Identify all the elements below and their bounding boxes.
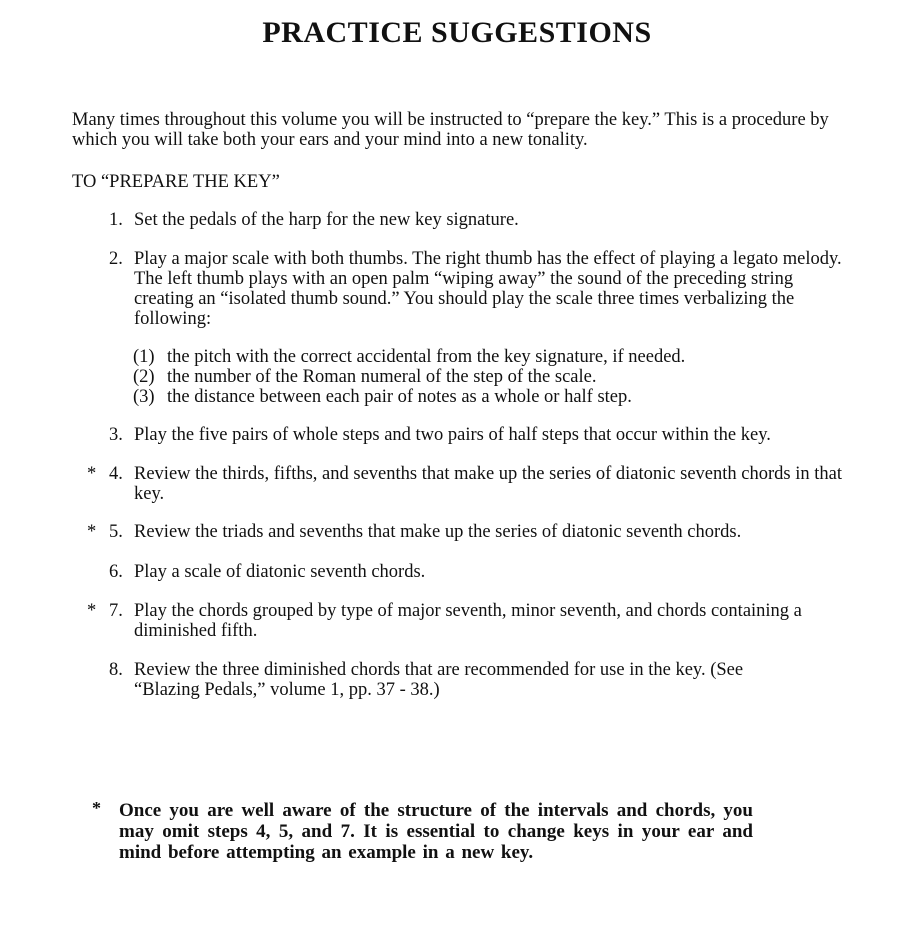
step-text: Play the chords grouped by type of major seventh, minor seventh, and chords containing a diminished fifth. — [134, 601, 802, 641]
substep-3 — [133, 387, 632, 407]
substep-text: the distance between each pair of notes as a whole or half step. — [167, 387, 632, 407]
step-number: 4. — [109, 464, 123, 484]
step-star: * — [87, 601, 97, 621]
step-1 — [109, 210, 849, 230]
substep-text: the number of the Roman numeral of the step of the scale. — [167, 367, 597, 387]
section-subheading: TO “PREPARE THE KEY” — [72, 172, 280, 192]
substep-number: (1) — [133, 347, 155, 367]
step-text: Play a major scale with both thumbs. The right thumb has the effect of playing a legato melody. The left thumb plays with an open palm “wiping away” the sound of the preceding string creating an “isolated thumb sound.” You should play the scale three times verbalizing the following: — [134, 249, 842, 329]
page-title: PRACTICE SUGGESTIONS — [262, 16, 652, 49]
step-number: 3. — [109, 425, 123, 445]
step-text: Review the three diminished chords that are recommended for use in the key. (See “Blazing Pedals,” volume 1, pp. 37 - 38.) — [134, 660, 744, 700]
step-6 — [109, 562, 849, 582]
step-star: * — [87, 464, 97, 484]
substep-text: the pitch with the correct accidental from the key signature, if needed. — [167, 347, 686, 367]
step-7 — [87, 601, 854, 641]
substep-number: (2) — [133, 367, 155, 387]
substep-2 — [133, 367, 596, 387]
step-4 — [87, 464, 844, 504]
step-number: 7. — [109, 601, 123, 621]
step-8 — [109, 660, 809, 700]
step-3 — [109, 425, 869, 445]
step-5 — [87, 522, 869, 542]
substep-number: (3) — [133, 387, 155, 407]
step-number: 2. — [109, 249, 123, 269]
step-text: Review the thirds, fifths, and sevenths that make up the series of diatonic seventh chords in that key. — [134, 464, 842, 504]
step-star: * — [87, 522, 97, 542]
step-text: Review the triads and sevenths that make up the series of diatonic seventh chords. — [134, 522, 742, 542]
footnote: Once you are well aware of the structure of the intervals and chords, you may omit steps 4, 5, and 7. It is essential to change keys in your ear and mind before attempting an example in a new key. — [119, 800, 753, 863]
step-number: 5. — [109, 522, 123, 542]
step-text: Play the five pairs of whole steps and two pairs of half steps that occur within the key. — [134, 425, 771, 445]
step-number: 6. — [109, 562, 123, 582]
step-2 — [109, 249, 849, 329]
step-text: Set the pedals of the harp for the new key signature. — [134, 210, 519, 230]
note-asterisk: * — [92, 798, 101, 818]
step-number: 1. — [109, 210, 123, 230]
intro-paragraph: Many times throughout this volume you will be instructed to “prepare the key.” This is a procedure by which you will take both your ears and your mind into a new tonality. — [72, 110, 829, 150]
step-text: Play a scale of diatonic seventh chords. — [134, 562, 426, 582]
step-number: 8. — [109, 660, 123, 680]
substep-1 — [133, 347, 685, 367]
